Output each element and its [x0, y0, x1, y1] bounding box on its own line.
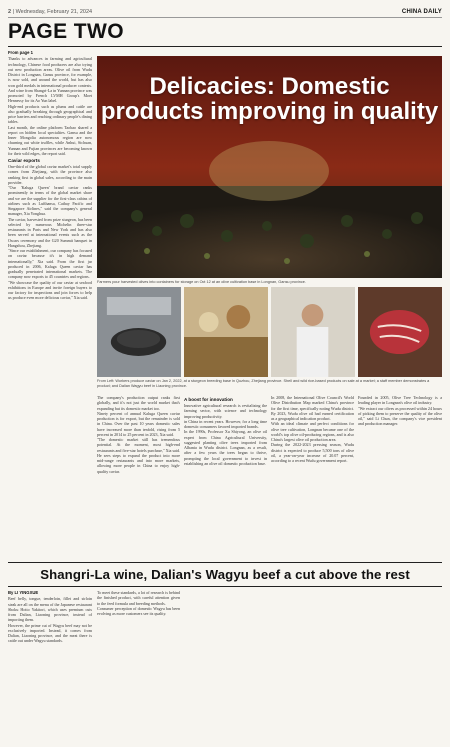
- lead-story-column-1: [8, 50, 92, 560]
- paragraph: "Our 'Kaluga Queen' brand caviar ranks prominently in terms of the global market share and we are the supplier for the first-class cabins of airlines such as Lufthansa, Cathay Pacific and Singapore Airlines," said the company's general manager, Xia Yonghua.: [8, 185, 92, 217]
- lead-headline: Delicacies: Domestic products improving in quality: [100, 73, 439, 125]
- paragraph: During the 2022-2023 pressing season, Wudu district is expected to produce 5,500 tons of olive oil, a year-on-year increase of 20.07 percent, according to a recent Wudu government report.: [271, 442, 354, 463]
- paragraph: In 2008, the International Olive Council's World Olive Distribution Map marked China's province for the first time, specifically noting Wudu district. By 2023, Wudu olive oil had earned certification as a geographical indication product.: [271, 395, 354, 421]
- paragraph: "The domestic market still has tremendous potential. At the moment, most high-end restaurants and five-star hotels purchase," Xia said. He sees steps to expand the product into more mid-range restaurants and into more markets, allowing more people in China to enjoy high-quality caviar.: [97, 437, 180, 474]
- market-photo: [184, 287, 268, 377]
- subhead: Caviar exports: [8, 158, 40, 163]
- paragraph: Last month, the online platform Taobao shared a report on hidden local specialties. Gansu and the Inner Mongolia autonomous region are now churning out white truffles, while Anhui, Sichuan, Yunnan and Fujian provinces are becoming known for their wild edges, the report said.: [8, 124, 92, 156]
- paragraph: "We extract our olives as processed within 24 hours of picking them to preserve the quality of the olive oil," said Li Chun, the company's vice president and production manager.: [358, 405, 442, 427]
- byline: By LI YINGXUE: [8, 590, 39, 595]
- lead-story-column-5: [358, 395, 442, 555]
- worker-photo: [271, 287, 355, 377]
- paragraph: Ninety percent of annual Kaluga Queen caviar production is for export, but the remainder is sold in China. Over the past 10 years domestic sales have increased more than tenfold, rising from 5 percent in 2014 to 25 percent in 2023, Xia said.: [97, 410, 180, 437]
- paragraph: "We showcase the quality of our caviar at seafood exhibitions in Europe and invite foreign buyers to our factory for inspections and join forces to help us produce even more delicious caviar," Xia said.: [8, 279, 92, 301]
- paragraph: The caviar, harvested from prize sturgeon, has been selected by numerous Michelin three-star restaurants in Paris and New York and has also been served at international events such as the Oscars ceremony and the G20 Summit banquet in Hangzhou, Zhejiang.: [8, 216, 92, 248]
- photo-caviar: [97, 287, 181, 377]
- paragraph: The company's production output ranks first globally, and it's not just the world market that's expanding but its domestic market too.: [97, 395, 180, 411]
- continued-from: From page 1: [8, 50, 33, 55]
- subhead: A boost for innovation: [184, 397, 233, 402]
- photo-strip: [97, 287, 442, 377]
- photo-market: [184, 287, 268, 377]
- paragraph: "Since our establishment, our company has focused on caviar because it's in high demand internationally," Xia said. From the first jar produced in 2006, Kaluga Queen caviar has gradually penetrated international markets. The company now exports to 45 countries and regions.: [8, 248, 92, 280]
- paragraph: To meet these standards, a lot of research is behind the finished product, with careful attention given to the feed formula and breeding methods.: [97, 590, 180, 606]
- paragraph: Beef belly, tongue, tenderloin, fillet and sirloin steak are all on the menu of the Japanese restaurant Shoku Hotto Yakitori, which uses premium cuts from Dalian, Liaoning province, instead of importing them.: [8, 596, 92, 623]
- section-title: PAGE TWO: [8, 20, 124, 43]
- second-story-column-1: [8, 590, 92, 742]
- paragraph: One-third of the global caviar market's total supply comes from Zhejiang, with the province also ranking first in global sales, according to the main provider.: [8, 164, 92, 185]
- lead-story-column-2: [97, 395, 180, 555]
- paragraph: However, the prime cut of Wagyu beef may not be exclusively imported. Instead, it comes from Dalian, Liaoning province, and the meat there is cattle out under Wagyu standards.: [8, 622, 92, 644]
- lead-story-column-3: [184, 395, 267, 555]
- paragraph: Innovative agricultural research is revitalizing the farming sector, with science and technology improving productivity.: [184, 403, 267, 419]
- paragraph: In the 1990s, Professor Xu Shiyong, an olive oil expert from China Agricultural University, suggested planting olive trees imported from Albania in Wudu district. Longnan, as a result, after a few years the trees began to thrive, prompting the local government to invest in establishing an olive oil domestic production base.: [184, 429, 267, 466]
- beef-photo: [358, 287, 442, 377]
- issue-date: Wednesday, February 21, 2024: [15, 8, 93, 15]
- headline-rule: [8, 586, 442, 587]
- paragraph: Founded in 2005, Olive Tree Technology is a leading player in Longnan's olive oil industry.: [358, 395, 442, 406]
- paragraph: in China in recent years. However, for a long time domestic consumers favored imported brands.: [184, 418, 267, 429]
- header-rule: [8, 46, 442, 47]
- paper-logo: CHINA DAILY: [401, 8, 442, 15]
- photo-worker: [271, 287, 355, 377]
- page-number: 2: [8, 8, 12, 15]
- paragraph: Consumer perception of domestic Wagyu has been evolving as more customers see its quality.: [97, 605, 180, 616]
- page-header: [8, 6, 442, 18]
- header-left: 2 | Wednesday, February 21, 2024: [8, 8, 93, 15]
- caviar-photo: [97, 287, 181, 377]
- photo-strip-caption: From Left: Workers produce caviar on Jan 2, 2022, at a sturgeon breeding base in Quzhou, Zhejiang province. Shell and wild rice-based products on sale at a market; a staff member demonstrates a product; and Dalian Wagyu beef in Liaoning province.: [97, 379, 430, 388]
- paragraph: High-end products such as plums and cattle are also gradually breaking through geographical and price barriers and reaching ordinary people's dining tables.: [8, 103, 92, 125]
- story-divider: [8, 562, 442, 563]
- second-headline: Shangri-La wine, Dalian's Wagyu beef a cut above the rest: [40, 567, 410, 582]
- lead-story-column-4: [271, 395, 354, 555]
- second-story-column-2: [97, 590, 180, 742]
- hero-caption: Farmers pour harvested olives into containers for storage on Oct 12 at an olive cultivation base in Longnan, Gansu province.: [97, 280, 306, 284]
- hero-image: [97, 56, 442, 278]
- photo-beef: [358, 287, 442, 377]
- paragraph: With an ideal climate and perfect conditions for olive tree cultivation, Longnan became one of the world's top olive oil-producing regions, and is also China's largest olive oil production area.: [271, 421, 354, 442]
- paragraph: Thanks to advances in farming and agricultural technology, Chinese food producers are also trying out new production areas. Olive oil from Wudu District in Longnan, Gansu province, for example, is now sold, and around the world, but has also won gold medals in international producer contests. And wine from Shangri-La in Yunnan province was promoted by French LVMH Group's Moet Hennessy for its Ao Yun label.: [8, 56, 92, 104]
